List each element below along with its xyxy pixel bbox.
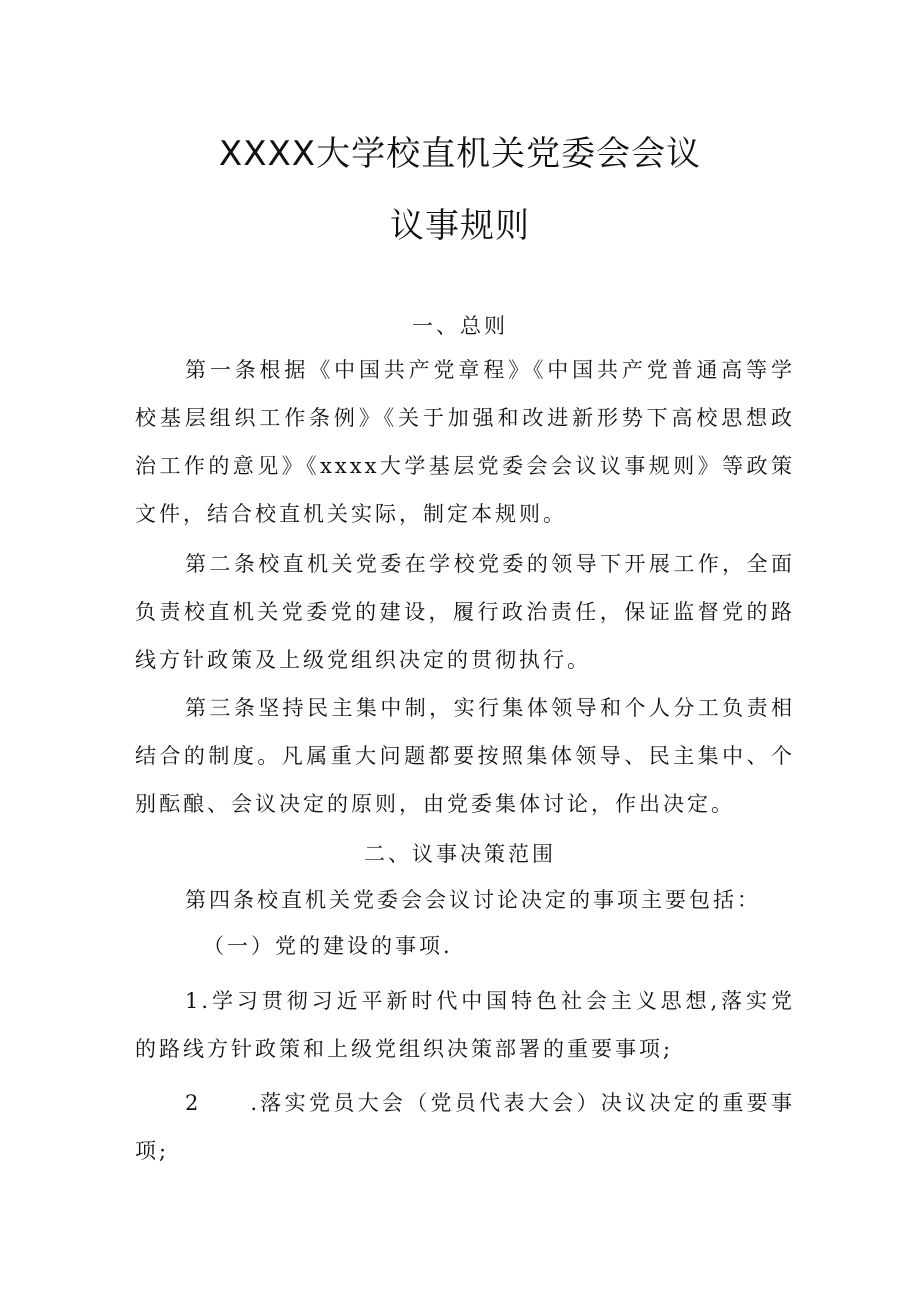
section-heading-scope: 二、议事决策范围 xyxy=(364,842,556,866)
item-group-1: （一）党的建设的事项. xyxy=(203,934,453,958)
article-3-paragraph: 第三条坚持民主集中制，实行集体领导和个人分工负责相结合的制度。凡属重大问题都要按照集体领导、民主集中、个别酝酿、会议决定的原则，由党委集体讨论，作出决定。 xyxy=(135,696,795,816)
article-1-paragraph: 第一条根据《中国共产党章程》《中国共产党普通高等学校基层组织工作条例》《关于加强和改进新形势下高校思想政治工作的意见》《xxxx大学基层党委会会议议事规则》等政策文件，结合校直机关实际，制定本规则。 xyxy=(135,358,795,526)
article-2-paragraph: 第二条校直机关党委在学校党委的领导下开展工作，全面负责校直机关党委党的建设，履行政治责任，保证监督党的路线方针政策及上级党组织决定的贯彻执行。 xyxy=(135,552,795,672)
list-item-2: 2 .落实党员大会（党员代表大会）决议决定的重要事项; xyxy=(135,1091,795,1163)
document-title-line-2: 议事规则 xyxy=(390,206,530,246)
section-heading-general: 一、总则 xyxy=(412,314,508,338)
list-item-1: 1.学习贯彻习近平新时代中国特色社会主义思想,落实党的路线方针政策和上级党组织决策部署的重要事项; xyxy=(135,989,795,1061)
document-title-line-1: XXXX大学校直机关党委会会议 xyxy=(218,134,702,174)
article-4-paragraph: 第四条校直机关党委会会议讨论决定的事项主要包括： xyxy=(185,888,761,912)
